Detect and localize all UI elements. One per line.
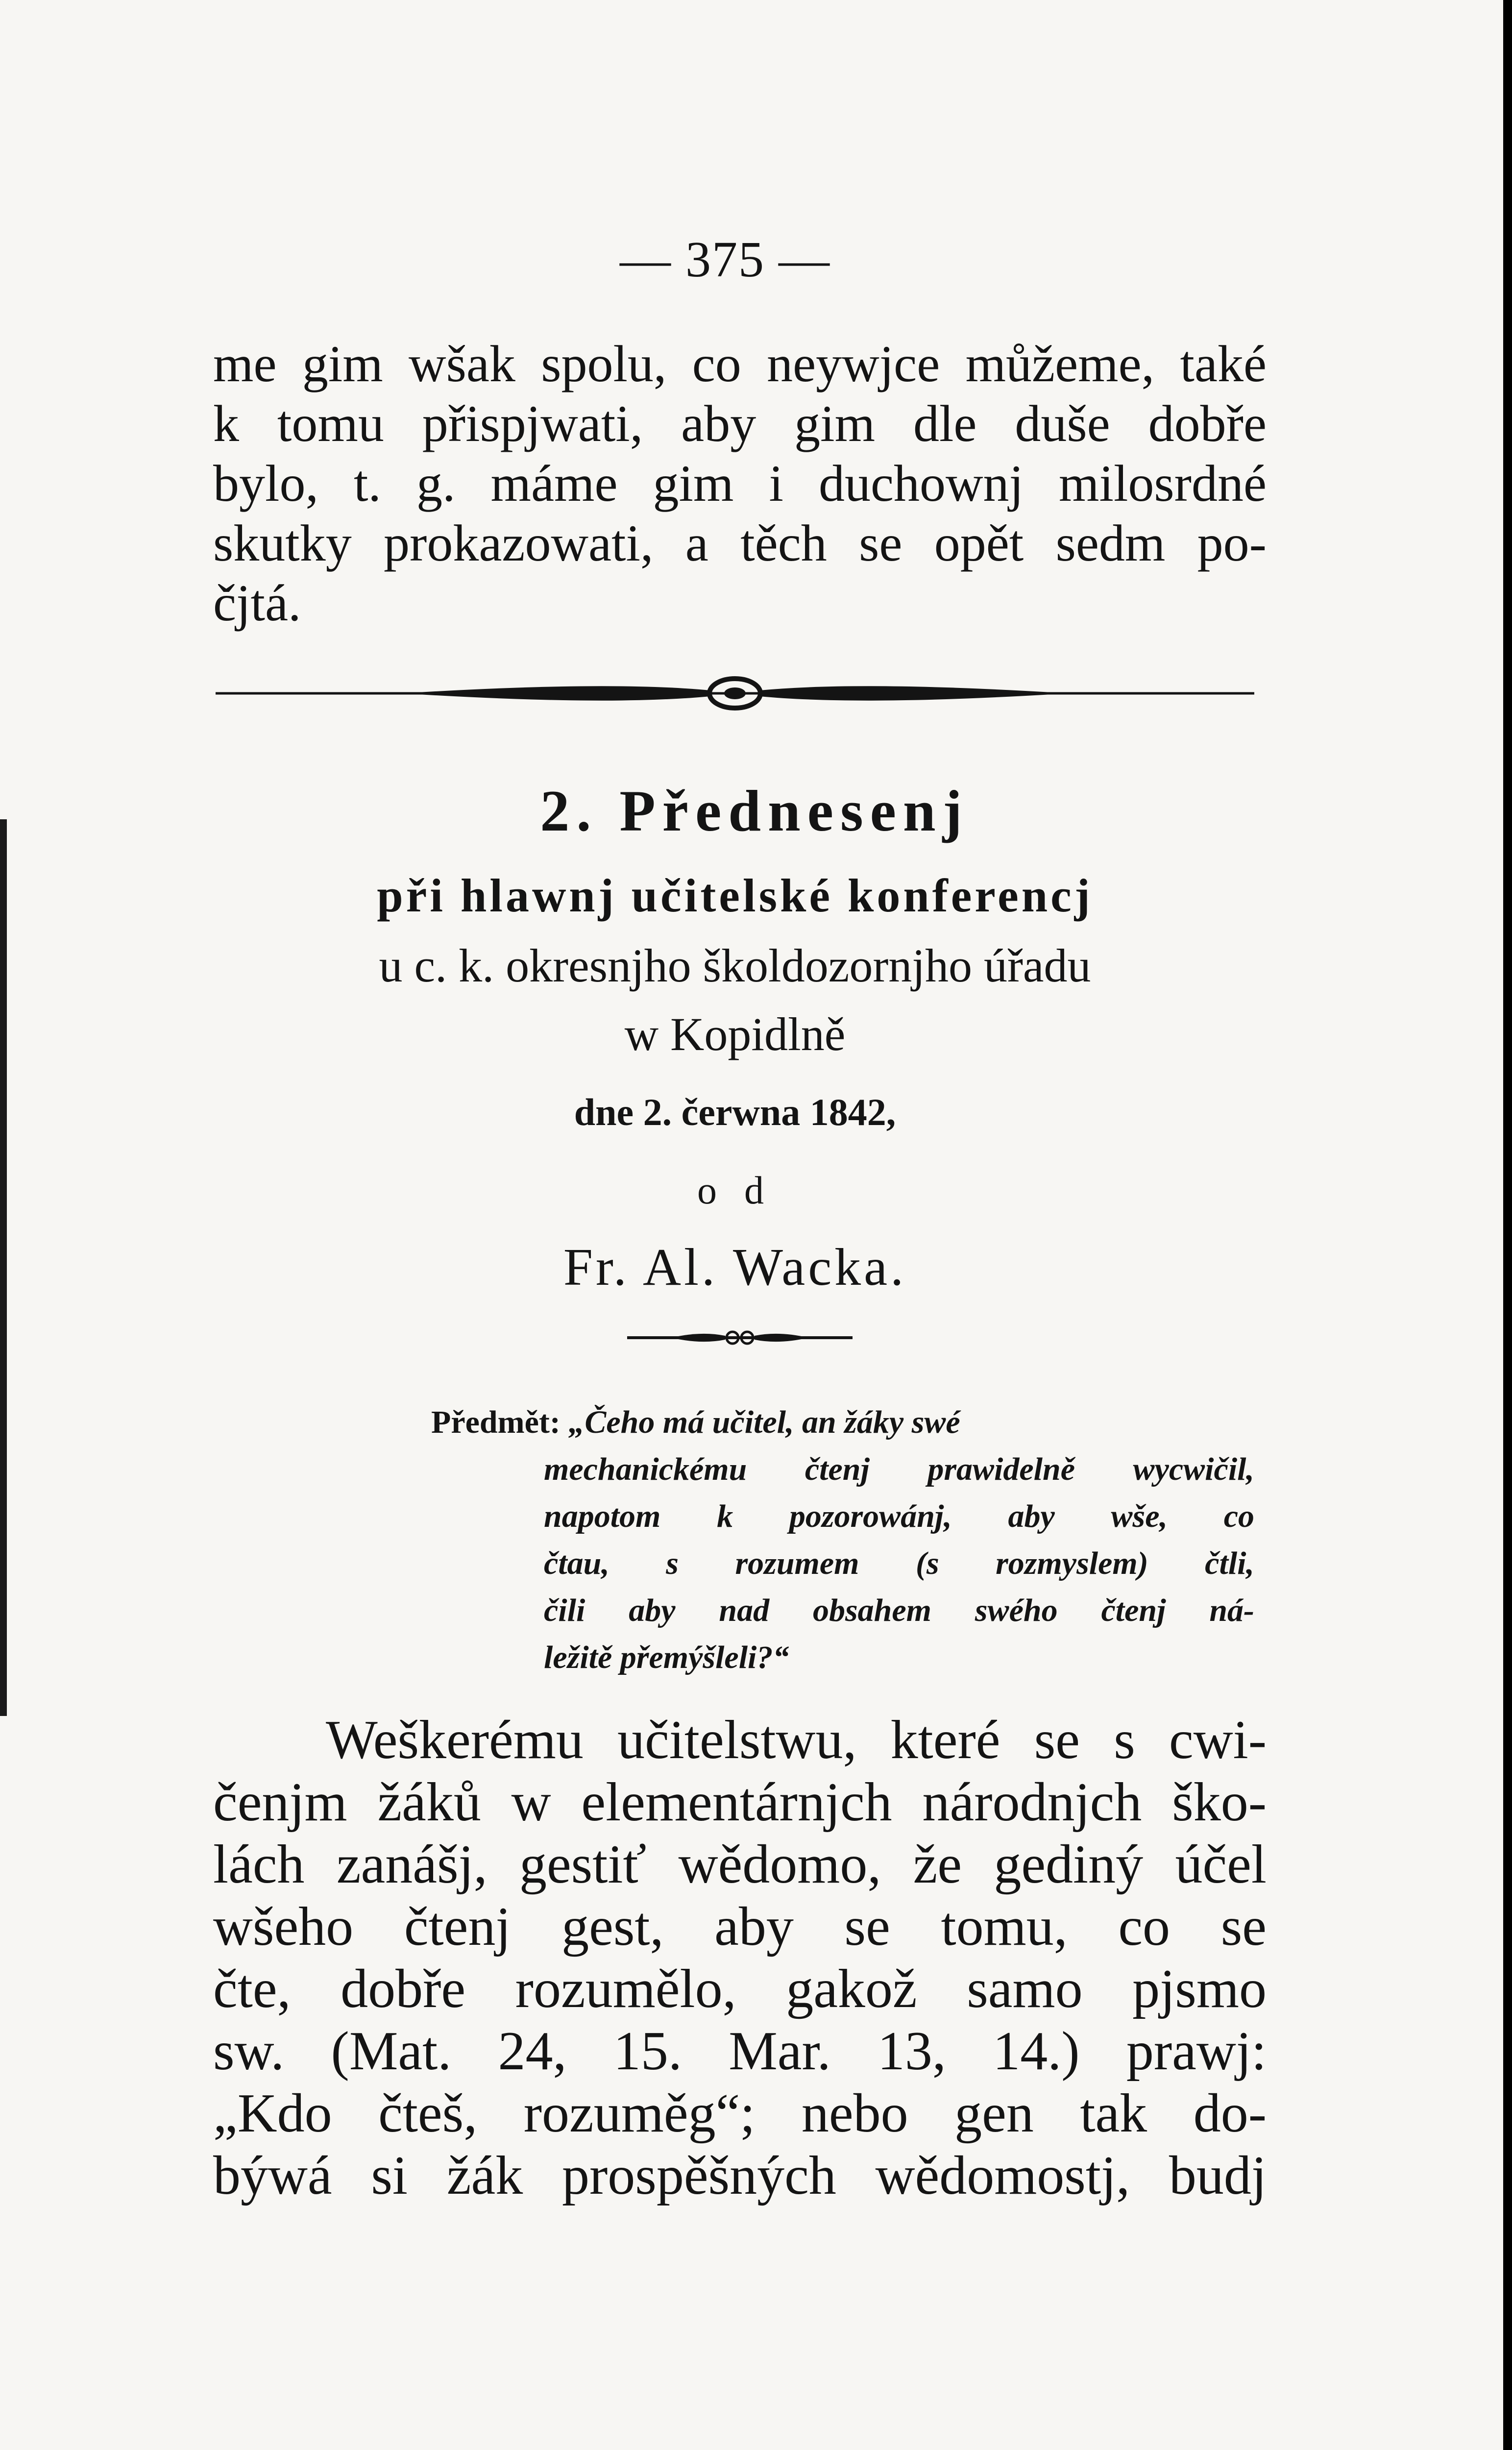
text-line: býwá si žák prospěšných wědomostj, budj (213, 2145, 1267, 2206)
section-date: dne 2. čerwna 1842, (574, 1091, 896, 1133)
section-title: 2. Přednesenj (540, 778, 969, 843)
section-office: u c. k. okresnjho školdozornjho úřadu (379, 939, 1091, 992)
decorative-divider-icon (216, 674, 1254, 713)
text-line: me gim wšak spolu, co neywjce můžeme, také (213, 335, 1267, 392)
text-line: „Kdo čteš, rozuměg“; nebo gen tak do- (213, 2083, 1267, 2144)
text-line: čjtá. (213, 574, 301, 632)
text-line: čte, dobře rozumělo, gakož samo pjsmo (213, 1959, 1267, 2019)
lower-paragraph (213, 1709, 1267, 2207)
subject-line: mechanickému čtenj prawidelně wycwičil, (544, 1451, 1254, 1487)
section-subtitle: při hlawnj učitelské konferencj (377, 869, 1093, 922)
subject-line: ležitě přemýšleli?“ (544, 1640, 789, 1675)
section-place: w Kopidlně (624, 1008, 846, 1060)
subject-label: Předmět: (431, 1404, 561, 1440)
text-line: k tomu přispjwati, aby gim dle duše dobře (213, 395, 1267, 452)
subject-text: „Čeho má učitel, an žáky swé (568, 1404, 960, 1440)
scan-margin-mark (0, 819, 7, 1716)
scan-border-right (1503, 0, 1512, 2450)
small-divider-icon (627, 1323, 853, 1352)
text-line: wšeho čtenj gest, aby se tomu, co se (213, 1896, 1267, 1957)
text-line: čenjm žáků w elementárnjch národnjch ško- (213, 1772, 1267, 1833)
subject-block (431, 1399, 1254, 1681)
author-name: Fr. Al. Wacka. (563, 1238, 907, 1297)
text-line: bylo, t. g. máme gim i duchownj milosrdné (213, 455, 1267, 512)
subject-first-line (431, 1399, 1254, 1446)
text-line: sw. (Mat. 24, 15. Mar. 13, 14.) prawj: (213, 2021, 1267, 2082)
text-line: lách zanášj, gestiť wědomo, že gediný účel (213, 1834, 1267, 1895)
page-number: — 375 — (620, 231, 830, 288)
upper-paragraph (213, 334, 1267, 633)
text-line: Weškerému učitelstwu, které se s cwi- (326, 1710, 1267, 1770)
by-line: o d (697, 1169, 773, 1212)
subject-line: čtau, s rozumem (s rozmyslem) čtli, (544, 1545, 1254, 1581)
subject-line: čili aby nad obsahem swého čtenj ná- (544, 1592, 1254, 1628)
text-line: skutky prokazowati, a těch se opět sedm po- (213, 514, 1267, 572)
subject-line: napotom k pozorowánj, aby wše, co (544, 1498, 1254, 1534)
